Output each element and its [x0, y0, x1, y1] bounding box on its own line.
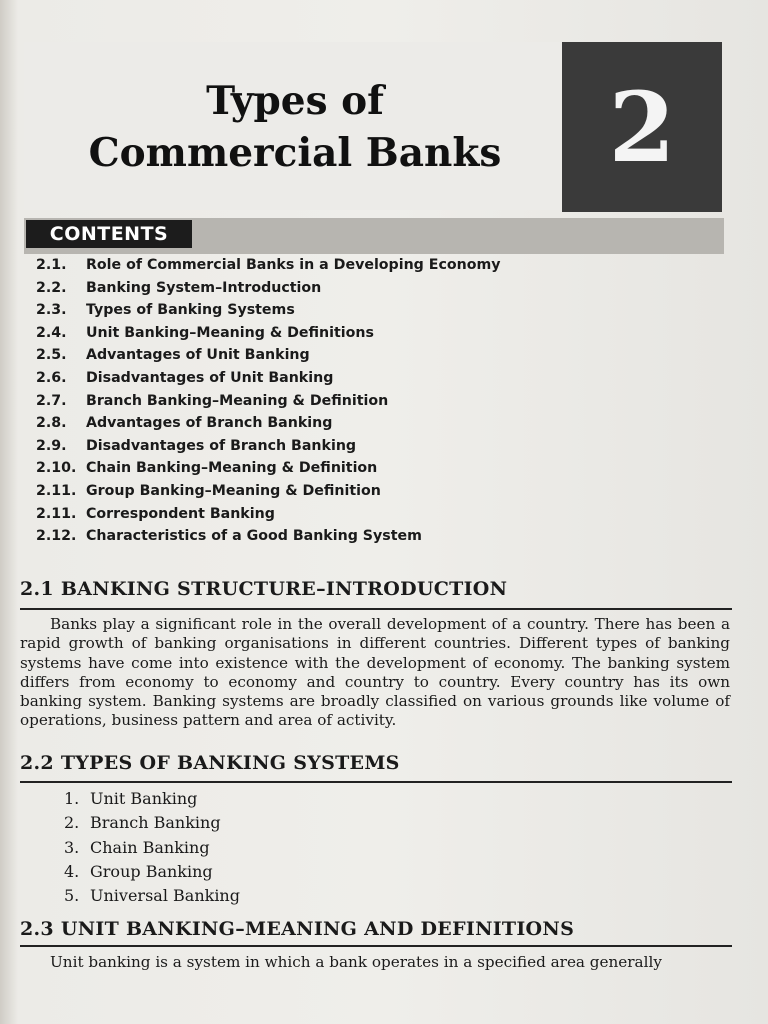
toc-title: Advantages of Branch Banking — [86, 415, 333, 432]
toc-title: Disadvantages of Branch Banking — [86, 437, 357, 454]
list-text: Group Banking — [90, 861, 213, 881]
list-text: Universal Banking — [90, 886, 240, 906]
table-of-contents — [36, 254, 596, 548]
toc-item — [36, 503, 596, 526]
list-number: 4. — [64, 861, 80, 881]
toc-number: 2.4. — [36, 324, 67, 341]
toc-title: Group Banking–Meaning & Definition — [86, 482, 381, 499]
list-item — [64, 884, 240, 908]
toc-item — [36, 390, 596, 413]
list-number: 1. — [64, 789, 80, 808]
toc-item — [36, 322, 596, 345]
contents-label: CONTENTS — [26, 220, 192, 248]
list-text: Chain Banking — [90, 837, 210, 857]
chapter-title-line-2: Commercial Banks — [88, 130, 502, 176]
section-divider — [20, 608, 732, 610]
toc-number: 2.10. — [36, 460, 77, 477]
toc-number: 2.9. — [36, 437, 67, 454]
toc-title: Unit Banking–Meaning & Definitions — [86, 324, 374, 341]
list-item — [64, 836, 240, 860]
list-item — [64, 811, 240, 835]
toc-item — [36, 480, 596, 503]
unit-banking-paragraph-block — [20, 953, 730, 972]
toc-number: 2.7. — [36, 392, 67, 409]
chapter-title — [60, 75, 530, 179]
toc-title: Banking System–Introduction — [86, 279, 322, 296]
toc-item — [36, 254, 596, 277]
toc-title: Branch Banking–Meaning & Definition — [86, 392, 389, 409]
toc-item — [36, 277, 596, 300]
toc-item — [36, 344, 596, 367]
toc-number: 2.12. — [36, 528, 77, 545]
list-text: Unit Banking — [90, 789, 198, 808]
list-number: 5. — [64, 886, 80, 906]
toc-title: Disadvantages of Unit Banking — [86, 369, 334, 386]
toc-item — [36, 299, 596, 322]
toc-item — [36, 525, 596, 548]
toc-number: 2.2. — [36, 279, 67, 296]
toc-number: 2.6. — [36, 369, 67, 386]
toc-item — [36, 367, 596, 390]
toc-number: 2.8. — [36, 415, 67, 432]
toc-title: Correspondent Banking — [86, 505, 275, 522]
section-divider — [20, 945, 732, 947]
toc-title: Advantages of Unit Banking — [86, 347, 310, 364]
section-divider — [20, 781, 732, 783]
section-heading-2-3: 2.3 UNIT BANKING–MEANING AND DEFINITIONS — [20, 918, 575, 940]
list-text: Branch Banking — [90, 813, 221, 833]
toc-item — [36, 457, 596, 480]
list-number: 2. — [64, 813, 80, 833]
toc-number: 2.11. — [36, 505, 77, 522]
toc-title: Role of Commercial Banks in a Developing Economy — [86, 257, 501, 273]
intro-paragraph-block — [20, 615, 730, 731]
toc-number: 2.3. — [36, 302, 67, 319]
unit-banking-paragraph: Unit banking is a system in which a bank operates in a specified area generally — [50, 953, 662, 971]
toc-item — [36, 412, 596, 435]
toc-title: Characteristics of a Good Banking System — [86, 528, 422, 545]
toc-number: 2.5. — [36, 347, 67, 364]
toc-title: Chain Banking–Meaning & Definition — [86, 460, 378, 477]
toc-title: Types of Banking Systems — [86, 302, 295, 319]
toc-number: 2.1. — [36, 257, 67, 273]
list-item — [64, 787, 240, 811]
chapter-number: 2 — [608, 70, 676, 184]
banking-types-list — [64, 787, 240, 908]
section-heading-2-1: 2.1 BANKING STRUCTURE–INTRODUCTION — [20, 578, 508, 600]
intro-paragraph: Banks play a significant role in the overall development of a country. There has been a rapid growth of banking organisations in different countries. Different types of banking systems have come into existence with the development of economy. The banking system differs from economy to economy and country to country. Every country has its own banking system. Banking systems are broadly classified on various grounds like volume of operations, business pattern and area of activity. — [20, 615, 730, 730]
toc-item — [36, 435, 596, 458]
section-heading-2-2: 2.2 TYPES OF BANKING SYSTEMS — [20, 752, 400, 774]
toc-number: 2.11. — [36, 482, 77, 499]
chapter-title-line-1: Types of — [206, 78, 384, 124]
chapter-number-box — [562, 42, 722, 212]
list-item — [64, 860, 240, 884]
list-number: 3. — [64, 837, 80, 857]
